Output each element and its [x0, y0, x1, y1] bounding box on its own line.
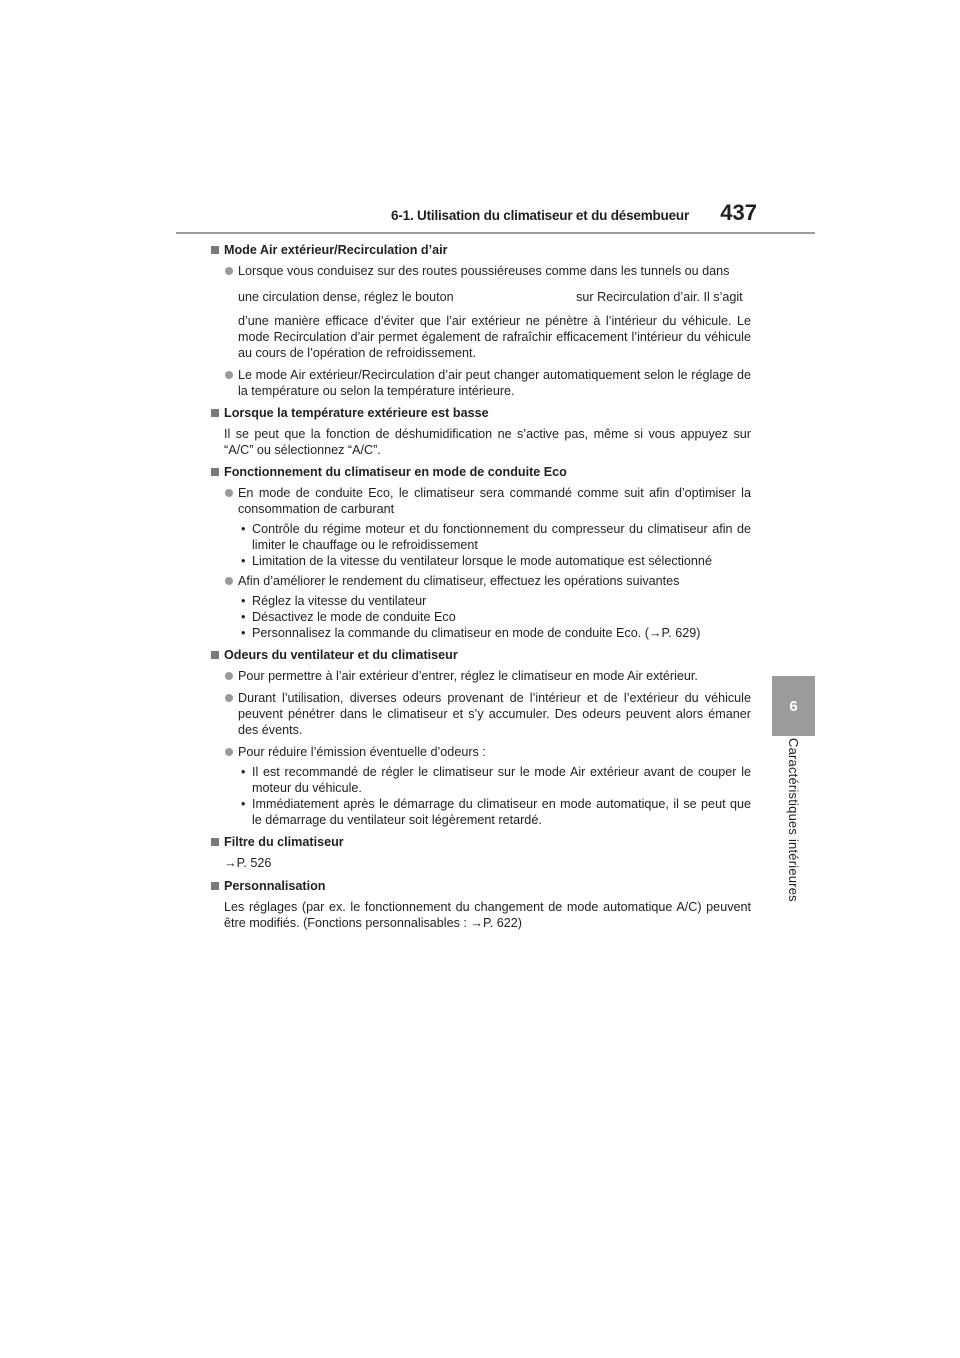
sub-list-item: • Immédiatement après le démarrage du climatiseur en mode automatique, il se peut que le démarrage du ventilateur soit légèrement retardé. — [241, 797, 751, 827]
square-bullet-icon — [211, 468, 219, 476]
bullet-dot-icon — [225, 577, 233, 585]
list-item: Durant l’utilisation, diverses odeurs provenant de l’intérieur et de l’extérieur du véhicule peuvent pénétrer dans le climatiseur et s’y accumuler. Des odeurs peuvent alors émaner des évents. — [211, 690, 751, 738]
heading-low-temp: Lorsque la température extérieure est basse — [211, 405, 751, 421]
list-item: Le mode Air extérieur/Recirculation d’air peut changer automatiquement selon le réglage de la température ou selon la température intérieure. — [211, 367, 751, 399]
page-content — [211, 242, 751, 937]
page-header — [176, 198, 815, 234]
sub-list-item: • Contrôle du régime moteur et du fonctionnement du compresseur du climatiseur afin de limiter le chauffage ou le refroidissement — [241, 522, 751, 552]
bullet-dot-icon — [225, 267, 233, 275]
heading-odors: Odeurs du ventilateur et du climatiseur — [211, 647, 751, 663]
chapter-label: Caractéristiques intérieures — [786, 738, 801, 902]
heading-eco: Fonctionnement du climatiseur en mode de conduite Eco — [211, 464, 751, 480]
square-bullet-icon — [211, 882, 219, 890]
square-bullet-icon — [211, 838, 219, 846]
list-item: Afin d’améliorer le rendement du climatiseur, effectuez les opérations suivantes — [211, 573, 751, 589]
sub-list-item: • Il est recommandé de régler le climatiseur sur le mode Air extérieur avant de couper le moteur du véhicule. — [241, 765, 751, 795]
square-bullet-icon — [211, 409, 219, 417]
square-bullet-icon — [211, 651, 219, 659]
list-item: Pour réduire l’émission éventuelle d’odeurs : — [211, 744, 751, 760]
heading-filter: Filtre du climatiseur — [211, 834, 751, 850]
sub-list-item: • Limitation de la vitesse du ventilateur lorsque le mode automatique est sélectionné — [241, 554, 712, 568]
chapter-tab — [772, 676, 815, 736]
page-number: 437 — [720, 200, 757, 225]
sub-list-item: • Personnalisez la commande du climatiseur en mode de conduite Eco. (→P. 629) — [241, 626, 701, 640]
list-item: Lorsque vous conduisez sur des routes poussiéreuses comme dans les tunnels ou dans une circulation dense, réglez le bouton sur Recirculation d’air. Il s’agit d’une manière efficace d’éviter que l’air extérieur ne pénètre à l’intérieur du véhicule. Le mode Recirculation d’air permet également de rafraîchir efficacement l’intérieur du véhicule au cours de l’opération de refroidissement. — [211, 263, 751, 361]
heading-air-mode: Mode Air extérieur/Recirculation d’air — [211, 242, 751, 258]
paragraph: Les réglages (par ex. le fonctionnement du changement de mode automatique A/C) peuvent être modifiés. (Fonctions personnalisables : →P. 622) — [224, 900, 751, 930]
bullet-dot-icon — [225, 694, 233, 702]
list-item: En mode de conduite Eco, le climatiseur sera commandé comme suit afin d’optimiser la consommation de carburant — [211, 485, 751, 517]
page-reference-link[interactable]: →P. 526 — [224, 856, 272, 870]
heading-custom: Personnalisation — [211, 878, 751, 894]
chapter-number: 6 — [789, 697, 798, 715]
bullet-dot-icon — [225, 672, 233, 680]
paragraph: Il se peut que la fonction de déshumidification ne s’active pas, même si vous appuyez sur “A/C” ou sélectionnez “A/C”. — [224, 427, 751, 457]
sub-list-item: • Désactivez le mode de conduite Eco — [241, 610, 456, 624]
sub-list-item: • Réglez la vitesse du ventilateur — [241, 594, 427, 608]
bullet-dot-icon — [225, 748, 233, 756]
section-title: 6-1. Utilisation du climatiseur et du désembueur — [391, 208, 689, 223]
bullet-dot-icon — [225, 489, 233, 497]
list-item: Pour permettre à l’air extérieur d’entrer, réglez le climatiseur en mode Air extérieur. — [211, 668, 751, 684]
square-bullet-icon — [211, 246, 219, 254]
bullet-dot-icon — [225, 371, 233, 379]
